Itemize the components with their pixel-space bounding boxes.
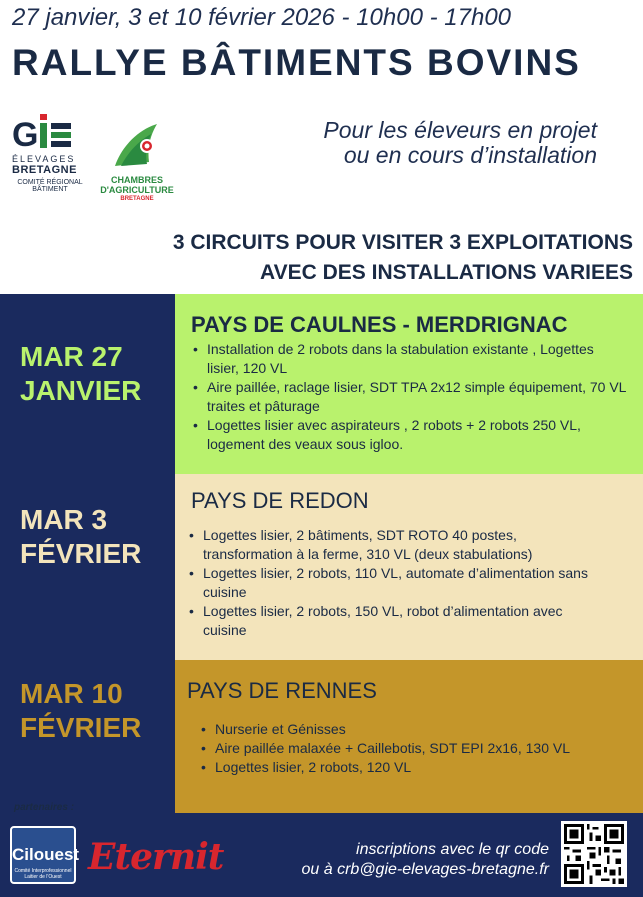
gie-logo-line3: COMITÉ RÉGIONAL	[17, 179, 83, 186]
tagline-line1: Pour les éleveurs en projet	[323, 117, 597, 143]
session-date-3-month: FÉVRIER	[20, 712, 142, 743]
list-item: • Logettes lisier, 2 robots, 120 VL	[199, 758, 619, 777]
list-item: • Aire paillée malaxée + Caillebotis, SDT EPI 2x16, 130 VL	[199, 739, 619, 758]
gie-logo-g: G	[12, 116, 39, 154]
chambres-logo-line2: D'AGRICULTURE	[100, 185, 174, 195]
page-title: RALLYE BÂTIMENTS BOVINS	[12, 42, 581, 83]
chambres-agriculture-mark-icon	[107, 120, 167, 170]
circuit-title: PAYS DE REDON	[191, 488, 369, 513]
tagline-line2: ou en cours d’installation	[343, 142, 597, 168]
list-item: • Installation de 2 robots dans la stabulation existante , Logettes lisier, 120 VL	[191, 340, 611, 378]
list-item: • Logettes lisier, 2 robots, 150 VL, robot d’alimentation avec cuisine	[187, 602, 587, 640]
session-date-1-month: JANVIER	[20, 375, 142, 406]
gie-elevages-bretagne-logo	[12, 118, 88, 208]
cilouest-subtitle: Comité Interprofessionnel Laitier de l'Ouest	[14, 868, 72, 880]
circuit-panel-redon	[175, 474, 643, 660]
session-date-2-month: FÉVRIER	[20, 538, 142, 569]
session-date-3	[20, 677, 141, 745]
gie-logo-line4: BÂTIMENT	[32, 186, 68, 193]
session-date-2-day: MAR 3	[20, 504, 108, 535]
eternit-logo: Eternit	[88, 836, 224, 878]
circuit-panel-caulnes	[175, 294, 643, 474]
gie-logo-e	[51, 123, 71, 147]
gie-logo-line2: BRETAGNE	[12, 164, 77, 176]
session-date-2	[20, 503, 141, 571]
session-date-3-day: MAR 10	[20, 678, 123, 709]
registration-line1: inscriptions avec le qr code	[356, 841, 549, 858]
circuit-title: PAYS DE RENNES	[187, 678, 377, 703]
target-audience-tagline	[323, 118, 597, 168]
session-date-1	[20, 340, 141, 408]
chambres-agriculture-logo	[92, 120, 182, 208]
list-item: • Logettes lisier, 2 robots, 110 VL, automate d’alimentation sans cuisine	[187, 564, 607, 602]
cilouest-name: Cilouest	[12, 845, 80, 864]
cilouest-logo	[10, 826, 80, 884]
circuits-line2: AVEC DES INSTALLATIONS VARIEES	[260, 261, 633, 284]
list-item: • Aire paillée, raclage lisier, SDT TPA 2x12 simple équipement, 70 VL traites et pâturage	[191, 378, 631, 416]
event-dates: 27 janvier, 3 et 10 février 2026 - 10h00 - 17h00	[12, 4, 512, 31]
circuit-panel-rennes	[175, 660, 643, 813]
circuits-heading	[173, 228, 633, 288]
qr-code-icon[interactable]	[561, 821, 627, 887]
chambres-logo-line3: BRETAGNE	[120, 196, 154, 202]
list-item: • Logettes lisier, 2 bâtiments, SDT ROTO 40 postes, transformation à la ferme, 310 VL (deux stabulations)	[187, 526, 607, 564]
gie-logo-i	[40, 123, 47, 148]
circuits-line1: 3 CIRCUITS POUR VISITER 3 EXPLOITATIONS	[172, 231, 633, 254]
list-item: • Nurserie et Génisses	[199, 720, 619, 739]
list-item: • Logettes lisier avec aspirateurs , 2 robots + 2 robots 250 VL, logement des veaux sous igloo.	[191, 416, 591, 454]
registration-email-link[interactable]: ou à crb@gie-elevages-bretagne.fr	[301, 861, 549, 878]
circuit-title: PAYS DE CAULNES - MERDRIGNAC	[191, 312, 568, 337]
circuit-farm-list	[191, 340, 631, 454]
circuit-farm-list	[187, 526, 607, 640]
gie-logo-line1: ÉLEVAGES	[12, 154, 76, 164]
qr-code-graphic	[564, 824, 624, 884]
gie-logo-mark	[12, 118, 88, 152]
registration-info	[302, 840, 550, 880]
session-date-1-day: MAR 27	[20, 341, 123, 372]
circuit-farm-list	[199, 720, 619, 777]
partners-label: partenaires :	[14, 802, 75, 813]
chambres-logo-line1: CHAMBRES	[110, 175, 163, 185]
